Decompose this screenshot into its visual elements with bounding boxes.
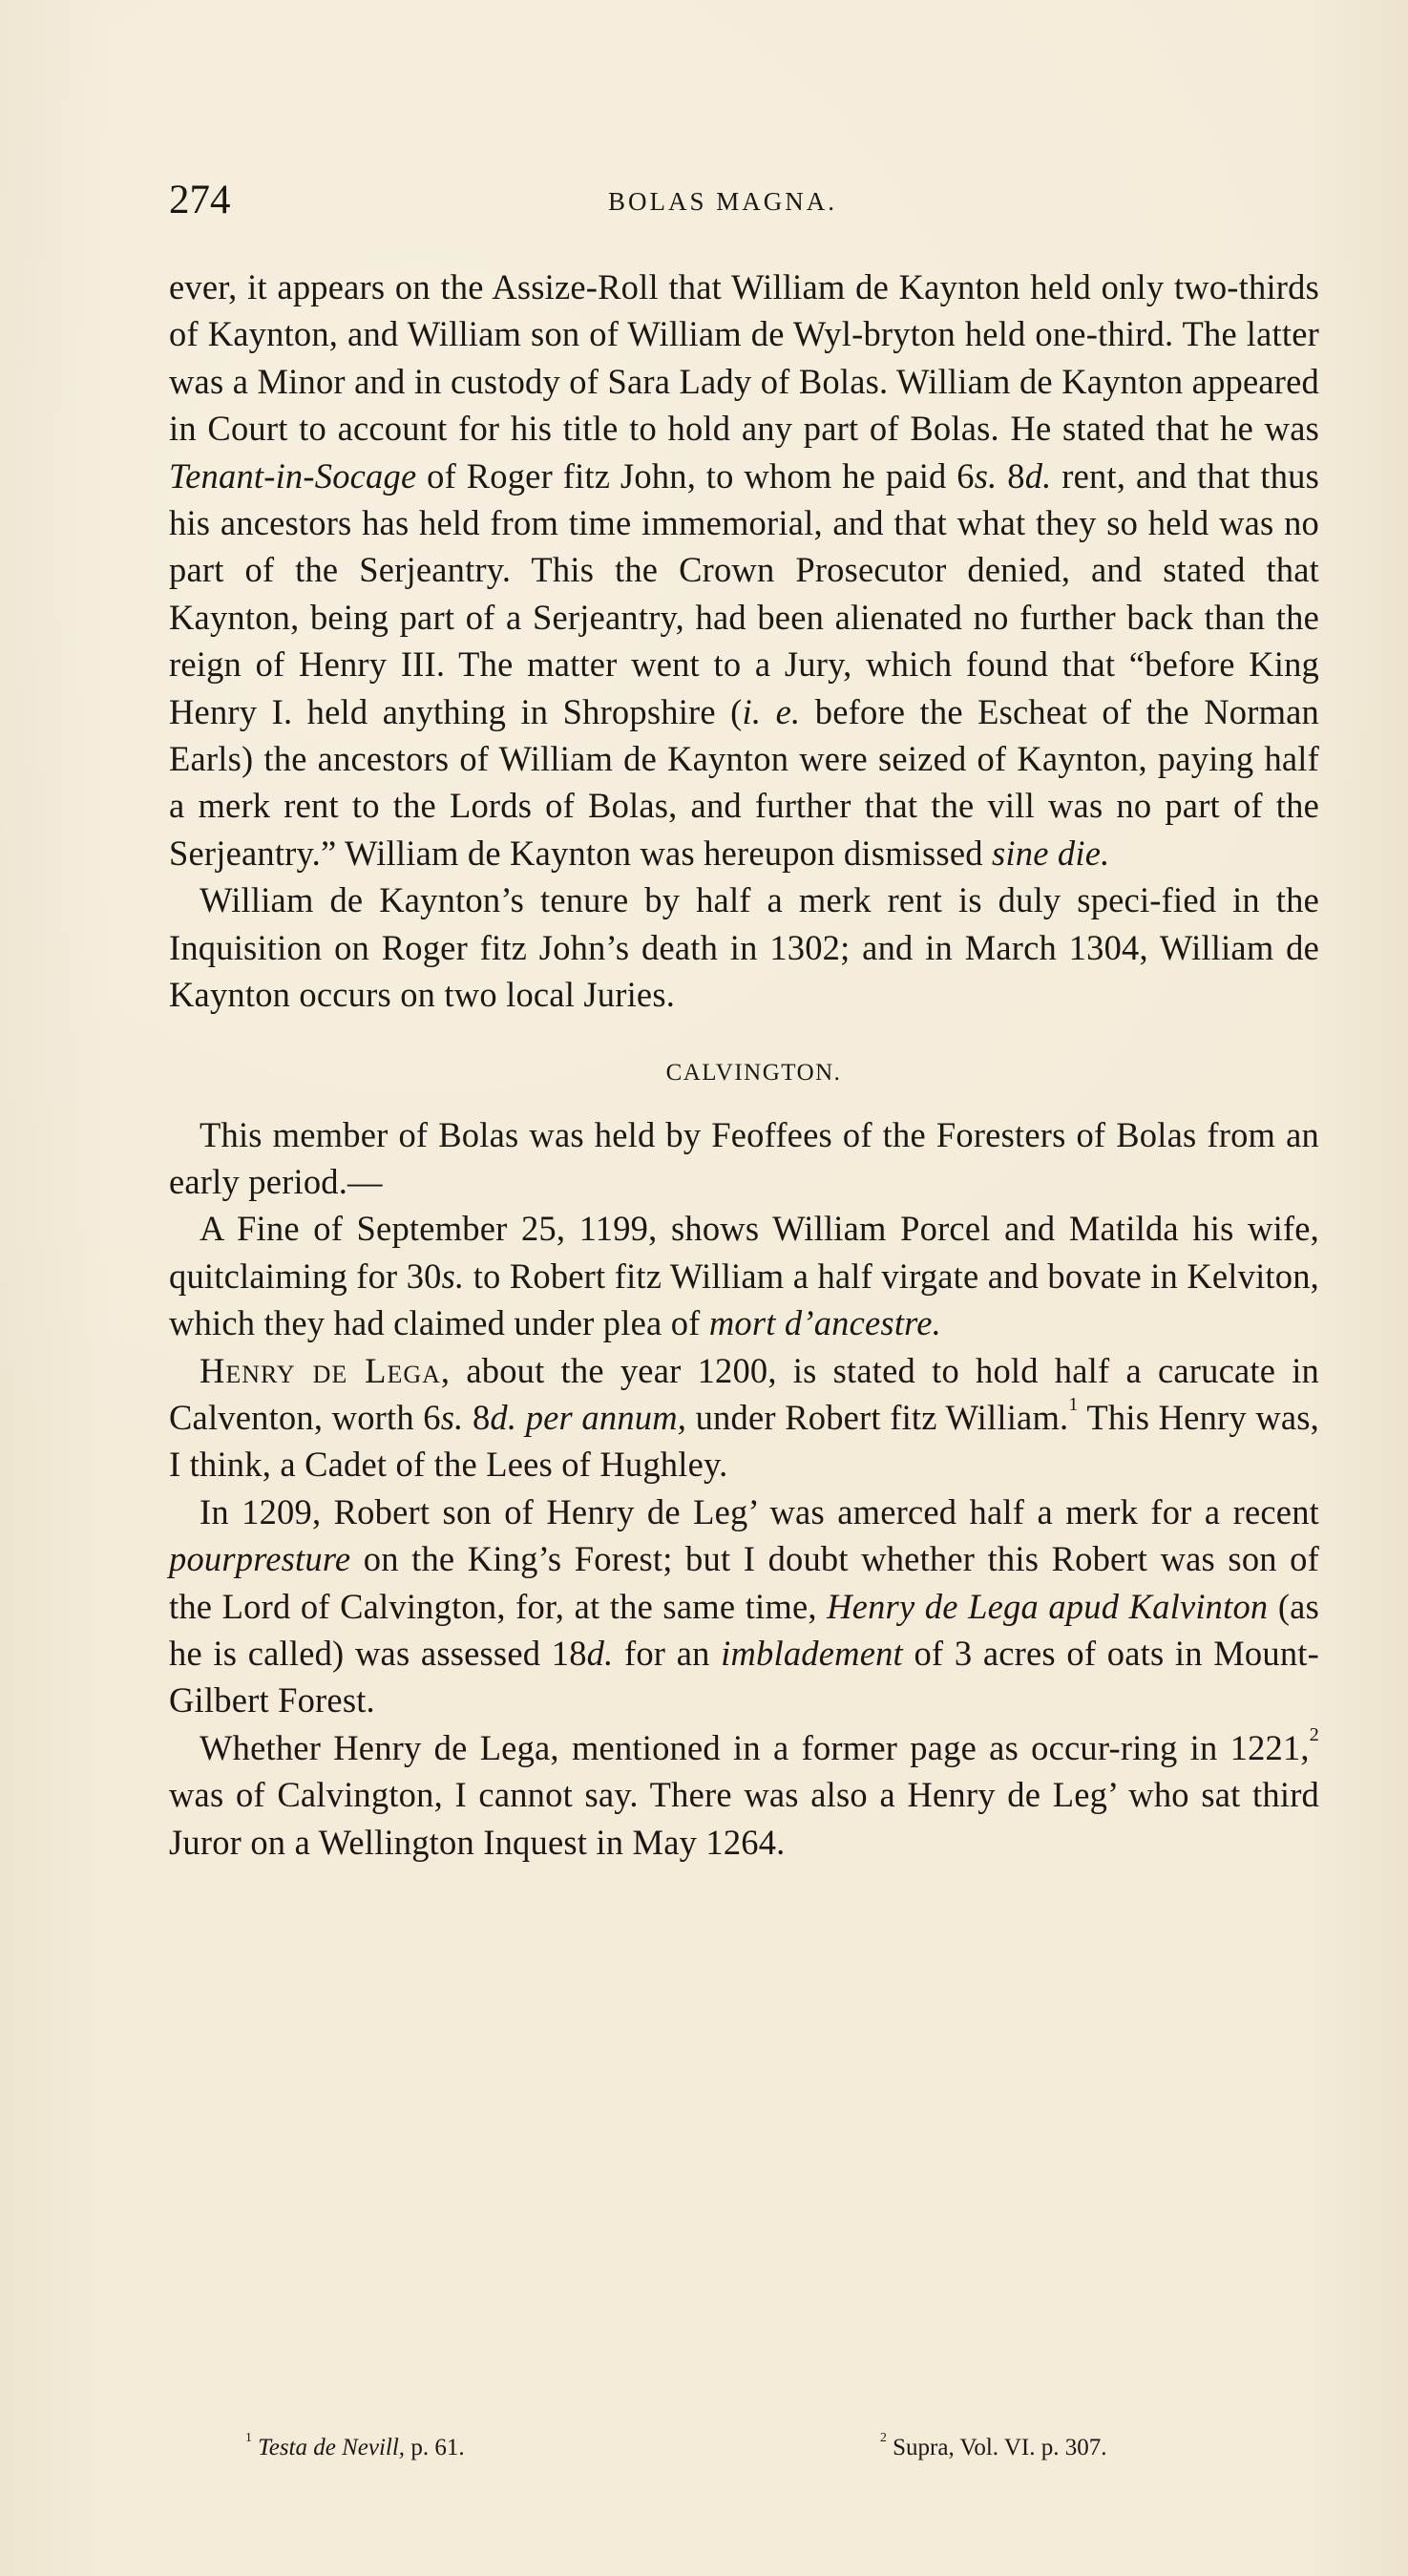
footnote-ref-1[interactable]: 1	[1068, 1393, 1079, 1415]
footnote-ref-2[interactable]: 2	[1309, 1723, 1319, 1745]
paragraph-henry-de-lega: Henry de Lega, about the year 1200, is stated to hold half a carucate in Calventon, worth 6s. 8d. per annum, under Robert fitz William.$^1$ This Henry was, I think, a Cadet of the Lees of Hughley.	[169, 1350, 1320, 1485]
page-number: 274	[169, 178, 231, 222]
paragraph-henry-1221: Whether Henry de Lega, mentioned in a former page as occur-ring in 1221,$^2$ was of Calvington, I cannot say. There was also a Henry de Leg’ who sat third Juror on a Wellington Inquest in May 1264.	[169, 1723, 1319, 1862]
paragraph-fine-1199: A Fine of September 25, 1199, shows William Porcel and Matilda his wife, quitclaiming for 30s. to Robert fitz William a half virgate and bovate in Kelviton, which they had claimed under plea of mort d’ancestre.	[169, 1209, 1320, 1343]
section-title: CALVINGTON.	[665, 1059, 842, 1086]
body-text	[169, 264, 1319, 1866]
paragraph-kaynton-assize: ever, it appears on the Assize-Roll that William de Kaynton held only two-thirds of Kaynton, and William son of William de Wyl-bryton held one-third. The latter was a Minor and in custody of Sara Lady of Bolas. William de Kaynton appeared in Court to account for his title to hold any part of Bolas. He stated that he was Tenant-in-Socage of Roger fitz John, to whom he paid 6s. 8d. rent, and that thus his ancestors has held from time immemorial, and that what they so held was no part of the Serjeantry. This the Crown Prosecutor denied, and stated that Kaynton, being part of a Serjeantry, had been alienated no further back than the reign of Henry III. The matter went to a Jury, which found that “before King Henry I. held anything in Shropshire (i. e. before the Escheat of the Norman Earls) the ancestors of William de Kaynton were seized of Kaynton, paying half a merk rent to the Lords of Bolas, and further that the vill was no part of the Serjeantry.” William de Kaynton was hereupon dismissed sine die.	[169, 267, 1320, 873]
footnote-2: $^2$ Supra, Vol. VI. p. 307.	[880, 2429, 1107, 2460]
footnotes	[169, 2427, 1319, 2469]
paragraph-calvington-intro: This member of Bolas was held by Feoffees of the Foresters of Bolas from an early period.—	[169, 1114, 1319, 1201]
running-title: BOLAS MAGNA.	[608, 187, 838, 216]
footnote-1: $^1$ Testa de Nevill, p. 61.	[245, 2429, 465, 2460]
paragraph-robert-1209: In 1209, Robert son of Henry de Leg’ was amerced half a merk for a recent pourpresture on the King’s Forest; but I doubt whether this Robert was son of the Lord of Calvington, for, at the same time, Henry de Lega apud Kalvinton (as he is called) was assessed 18d. for an imbladement of 3 acres of oats in Mount-Gilbert Forest.	[169, 1491, 1319, 1721]
running-head	[169, 177, 1286, 224]
paragraph-kaynton-tenure: William de Kaynton’s tenure by half a merk rent is duly speci-fied in the Inquisition on Roger fitz John’s death in 1302; and in March 1304, William de Kaynton occurs on two local Juries.	[169, 880, 1319, 1015]
